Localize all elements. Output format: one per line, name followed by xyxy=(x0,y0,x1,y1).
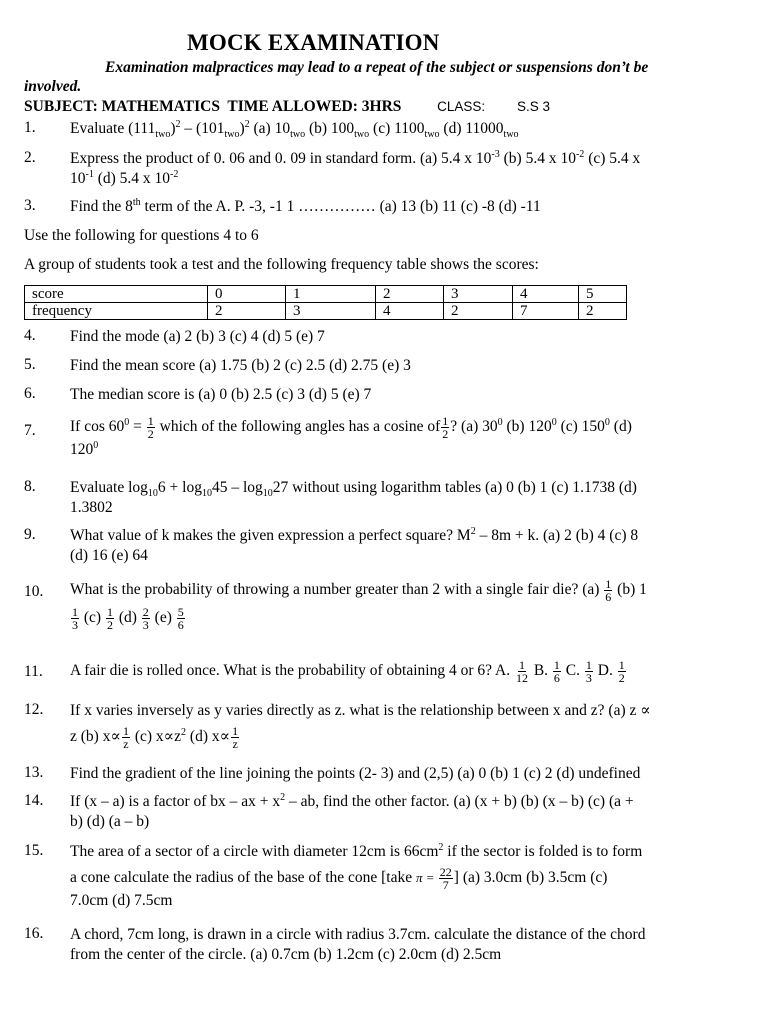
question-number: 1. xyxy=(24,119,36,136)
question-number: 7. xyxy=(24,422,36,439)
question-text: Find the gradient of the line joining the points (2- 3) and (2,5) (a) 0 (b) 1 (c) 2 (d) undefined xyxy=(70,765,641,782)
table-cell: 5 xyxy=(579,286,627,303)
question-text: Express the product of 0. 06 and 0. 09 in standard form. (a) 5.4 x $10^{-3}$ (b) 5.4 x $10^{-2}$ (c) 5.4 x $10^{-1}$ (d) 5.4 x $10^{-2}$ xyxy=(70,148,641,187)
question-number: 16. xyxy=(24,925,44,942)
question-text: What is the probability of throwing a number greater than 2 with a single fair die? (a) $\frac{1}{6}$ (b) 1 $\frac{1}{3}$ (c) $\frac{1}{2}$ (d) $\frac{2}{3}$ (e) $\frac{5}{6}$ xyxy=(70,576,647,632)
question-number: 9. xyxy=(24,526,36,543)
question-number: 12. xyxy=(24,701,44,718)
question-text: If x varies inversely as y varies directly as z. what is the relationship between x and z? (a) z ∝ z (b) x∝ $\frac{1}{z}$ (c) $x\propto z^2$ (d) x∝ $\frac{1}{z}$ xyxy=(70,702,651,751)
question-text: Evaluate $(111_{two})^2 - (101_{two})^2$ (a) $10_{two}$ (b) $100_{two}$ (c) $1100_{two}$ (d) $11000_{two}$ xyxy=(70,118,519,141)
question-number: 10. xyxy=(24,583,44,600)
table-cell: 2 xyxy=(579,303,627,320)
table-cell: 4 xyxy=(513,286,579,303)
question-text: Find the 8th term of the A. P. -3, -1 1 …………… (a) 13 (b) 11 (c) -8 (d) -11 xyxy=(70,196,541,215)
question-text: Find the mean score (a) 1.75 (b) 2 (c) 2.5 (d) 2.75 (e) 3 xyxy=(70,357,411,374)
fraction: $\frac{1}{6}$ xyxy=(605,576,612,604)
question-number: 4. xyxy=(24,327,36,344)
fraction: $\frac{1}{3}$ xyxy=(585,657,592,685)
question-text: If $\cos 60^0$ = $\frac{1}{2}$ which of the following angles has a cosine of $\frac{1}{2}$ ? (a) $30^0$ (b) $120^0$ (c) $150^0$ (d) $120^0$ xyxy=(70,413,632,458)
malpractice-warning: Examination malpractices may lead to a repeat of the subject or suspensions don’t be xyxy=(105,59,649,76)
table-cell: 1 xyxy=(286,286,376,303)
subject-value: MATHEMATICS xyxy=(101,98,220,115)
fraction: $\frac{1}{12}$ xyxy=(515,657,528,685)
question-text: Evaluate $\log_{10}6 + \log_{10}45 - \log_{10}27$ without using logarithm tables (a) 0 (b) 1 (c) 1.1738 (d) 1.3802 xyxy=(70,479,637,516)
fraction: $\frac{1}{2}$ xyxy=(147,413,154,441)
table-row xyxy=(25,303,627,320)
class-value: S.S 3 xyxy=(516,99,550,114)
malpractice-warning-cont: involved. xyxy=(24,78,82,95)
table-cell: 4 xyxy=(376,303,444,320)
question-number: 11. xyxy=(24,663,43,680)
table-cell: 0 xyxy=(208,286,286,303)
table-cell: 2 xyxy=(376,286,444,303)
question-number: 14. xyxy=(24,792,44,809)
subject-line xyxy=(24,98,550,116)
question-text: A fair die is rolled once. What is the probability of obtaining 4 or 6? A. $\frac{1}{12}$ B. $\frac{1}{6}$ C. $\frac{1}{3}$ D. $\frac{1}{2}$ xyxy=(70,657,625,685)
table-cell: 2 xyxy=(208,303,286,320)
question-text: The area of a sector of a circle with diameter 12cm is $66cm^2$ if the sector is folded is to form a cone calculate the radius of the base of the cone [take π = $\frac{22}{7}$ ] (a) 3.0cm (b) 3.5cm (c) 7.0cm (d) 7.5cm xyxy=(70,841,643,909)
table-row xyxy=(25,286,627,303)
table-cell: 3 xyxy=(444,286,513,303)
question-text: If (x – a) is a factor of bx – ax + $x^2$ – ab, find the other factor. (a) (x + b) (b) (x – b) (c) (a + b) (d) (a – b) xyxy=(70,791,634,830)
table-cell: frequency xyxy=(25,303,208,320)
fraction: $\frac{1}{2}$ xyxy=(442,413,449,441)
question-text: The median score is (a) 0 (b) 2.5 (c) 3 (d) 5 (e) 7 xyxy=(70,386,372,403)
question-number: 13. xyxy=(24,764,44,781)
question-number: 8. xyxy=(24,478,36,495)
table-cell: score xyxy=(25,286,208,303)
fraction: $\frac{1}{3}$ xyxy=(72,604,78,632)
table-cell: 3 xyxy=(286,303,376,320)
page-title: MOCK EXAMINATION xyxy=(187,30,440,55)
instruction-line: Use the following for questions 4 to 6 xyxy=(24,227,259,244)
question-number: 15. xyxy=(24,842,44,859)
fraction: $\frac{22}{7}$ xyxy=(439,864,452,892)
question-number: 2. xyxy=(24,149,36,166)
time-allowed: TIME ALLOWED: 3HRS xyxy=(227,98,402,115)
frequency-table xyxy=(24,285,627,320)
question-number: 3. xyxy=(24,197,36,214)
question-text: What value of k makes the given expression a perfect square? $M^2 - 8m + k$. (a) 2 (b) 4 (c) 8 (d) 16 (e) 64 xyxy=(70,525,639,564)
table-cell: 7 xyxy=(513,303,579,320)
question-number: 6. xyxy=(24,385,36,402)
fraction: $\frac{1}{z}$ xyxy=(122,724,129,751)
table-intro: A group of students took a test and the following frequency table shows the scores: xyxy=(24,256,539,273)
table-cell: 2 xyxy=(444,303,513,320)
fraction: $\frac{1}{2}$ xyxy=(106,604,113,632)
question-number: 5. xyxy=(24,356,36,373)
fraction: $\frac{1}{z}$ xyxy=(232,724,239,751)
fraction: $\frac{2}{3}$ xyxy=(142,604,149,632)
subject-label: SUBJECT: xyxy=(24,98,98,115)
fraction: $\frac{1}{6}$ xyxy=(553,657,560,685)
class-label: CLASS: xyxy=(437,99,486,114)
question-text: A chord, 7cm long, is drawn in a circle with radius 3.7cm. calculate the distance of the chord from the center of the circle. (a) 0.7cm (b) 1.2cm (c) 2.0cm (d) 2.5cm xyxy=(70,926,646,963)
fraction: $\frac{5}{6}$ xyxy=(177,604,184,632)
question-text: Find the mode (a) 2 (b) 3 (c) 4 (d) 5 (e) 7 xyxy=(70,328,325,345)
fraction: $\frac{1}{2}$ xyxy=(618,657,625,685)
